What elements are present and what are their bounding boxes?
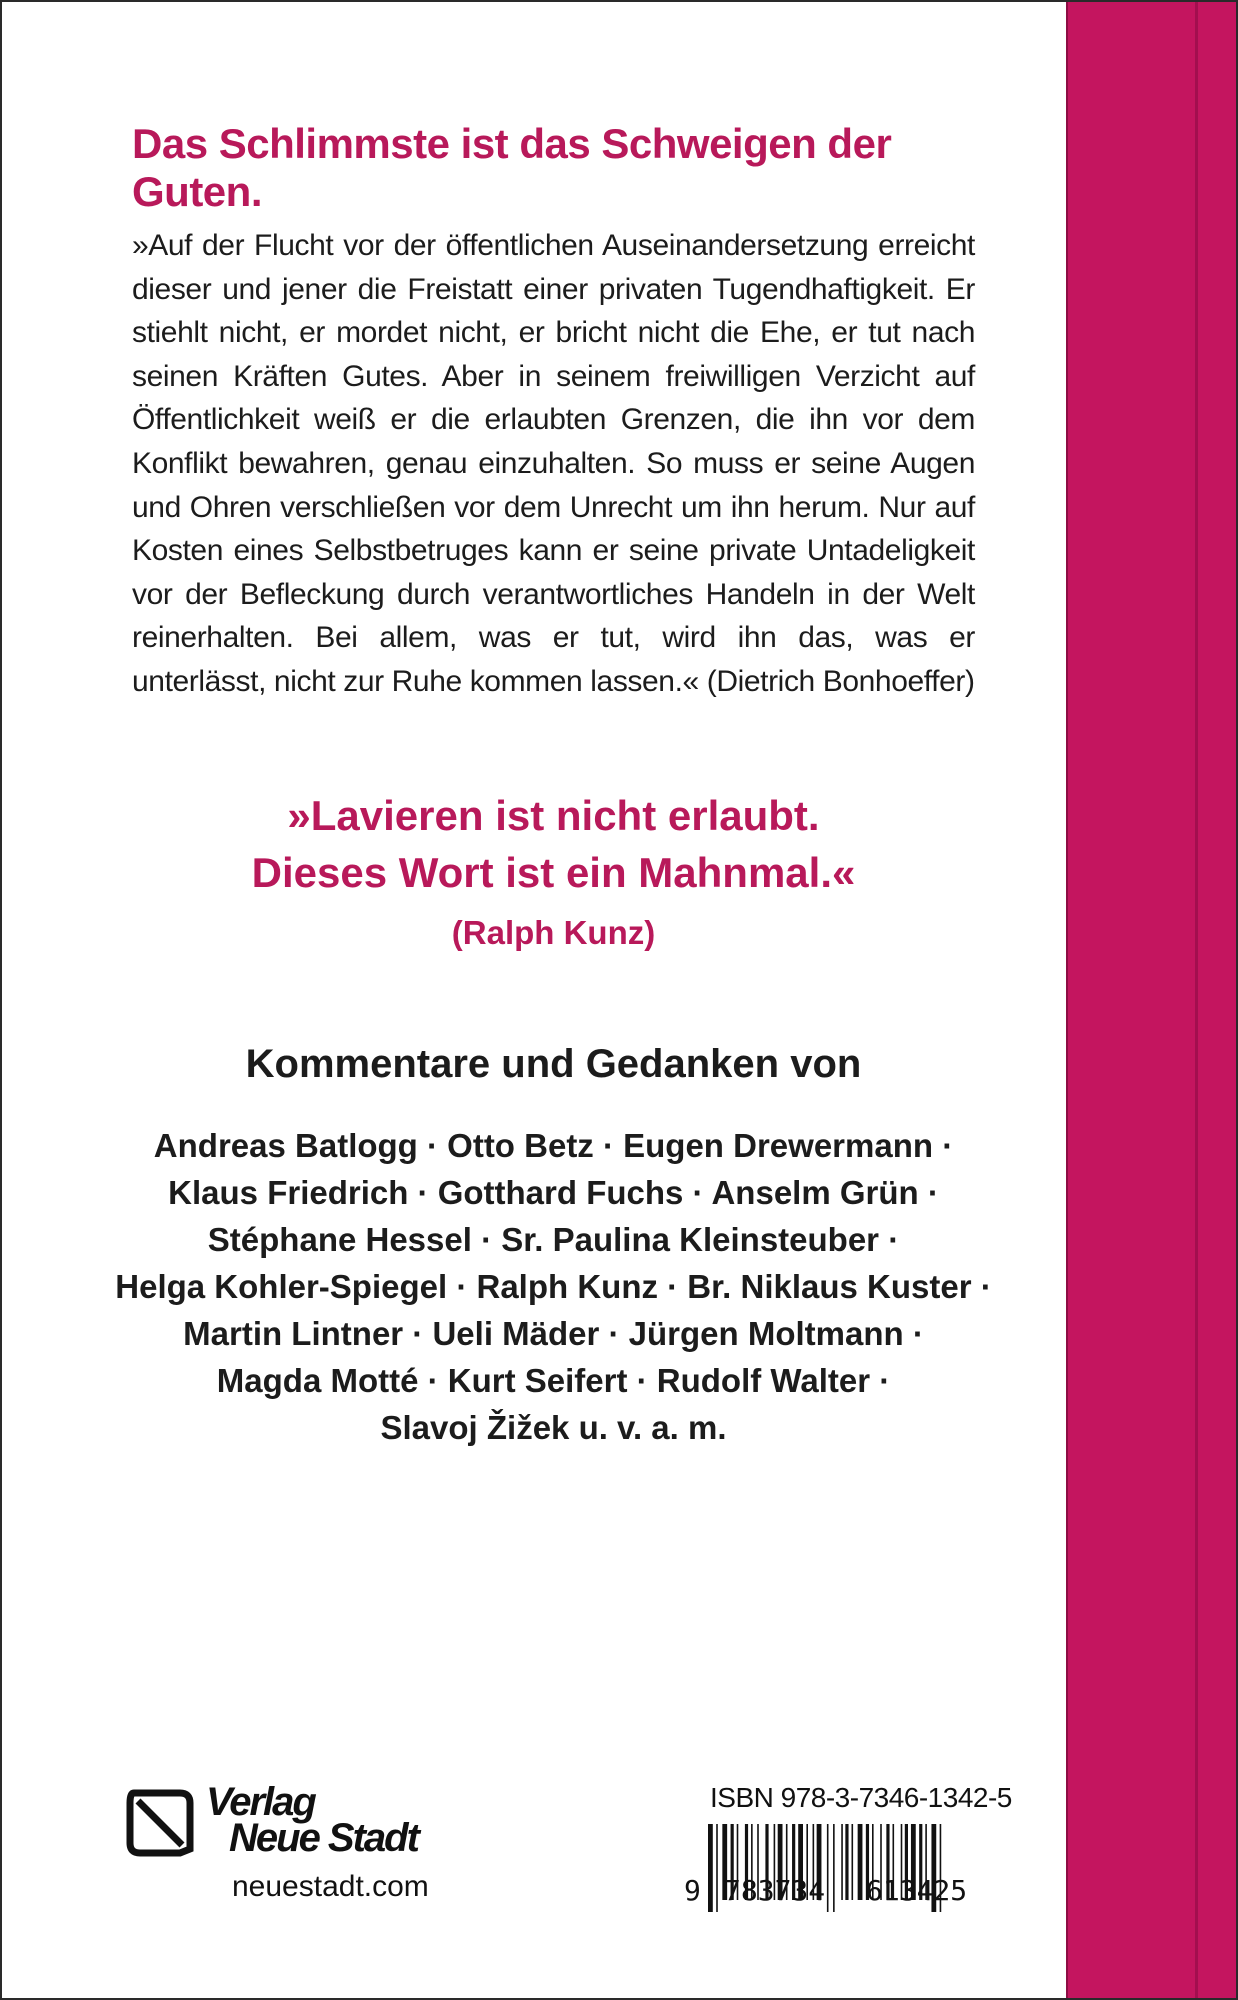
isbn-number: ISBN 978-3-7346-1342-5 <box>710 1782 1012 1813</box>
contributors-heading: Kommentare und Gedanken von <box>245 1042 862 1086</box>
barcode-bar <box>858 1824 863 1900</box>
barcode-digit-first: 9 <box>684 1874 701 1907</box>
contributors-list <box>112 1122 995 1451</box>
bonhoeffer-quote: »Auf der Flucht vor der öffentlichen Auseinandersetzung erreicht dieser und jener die Freistatt einer privaten Tugendhaftigkeit. Er stiehlt nicht, er mordet nicht, er bricht nicht die Ehe, er tut nach seinen Kräften Gutes. Aber in seinem freiwilligen Verzicht auf Öffentlichkeit weiß er die erlaubten Grenzen, die ihn vor dem Konflikt bewahren, genau einzuhalten. So muss er seine Augen und Ohren verschließen vor dem Unrecht um ihn herum. Nur auf Kosten eines Selbstbetruges kann er seine private Untadeligkeit vor der Befleckung durch verantwortliches Handeln in der Welt reinerhalten. Bei allem, was er tut, wird ihn das, was er unterlässt, nicht zur Ruhe kommen lassen.« (Dietrich Bonhoeffer) <box>132 229 975 698</box>
contributors-line: Magda Motté · Kurt Seifert · Rudolf Walter · <box>216 1362 891 1399</box>
highlight-quote-line-1: »Lavieren ist nicht erlaubt. <box>287 792 820 839</box>
contributors-line: Klaus Friedrich · Gotthard Fuchs · Anselm Grün · <box>168 1174 939 1211</box>
highlight-quote-attribution: (Ralph Kunz) <box>451 914 656 951</box>
spine-fold-line <box>1195 2 1198 2000</box>
book-spine <box>1066 2 1236 2000</box>
barcode-bar <box>708 1824 713 1912</box>
cover-headline: Das Schlimmste ist das Schweigen der Guten. <box>132 120 892 215</box>
contributors-line: Stéphane Hessel · Sr. Paulina Kleinsteuber · <box>207 1221 900 1258</box>
barcode-digits-left: 783734 <box>724 1874 826 1907</box>
barcode-bar <box>841 1824 843 1900</box>
barcode-bar <box>833 1824 835 1912</box>
barcode-bar <box>845 1824 848 1900</box>
barcode-digits-right: 613425 <box>866 1874 968 1907</box>
verlag-neue-stadt-logo-icon <box>124 1787 196 1859</box>
barcode-bar <box>852 1824 854 1900</box>
contributors-line: Helga Kohler-Spiegel · Ralph Kunz · Br. Niklaus Kuster · <box>115 1268 992 1305</box>
barcode-bar <box>827 1824 829 1912</box>
contributors-line: Martin Lintner · Ueli Mäder · Jürgen Moltmann · <box>183 1315 924 1352</box>
publisher-url: neuestadt.com <box>232 1870 429 1903</box>
isbn-barcode-block <box>684 1782 1019 1912</box>
publisher-logo-line-2: Neue Stadt <box>229 1816 418 1860</box>
barcode-bar <box>716 1824 718 1912</box>
highlight-quote <box>132 787 975 901</box>
contributors-line: Andreas Batlogg · Otto Betz · Eugen Drewermann · <box>153 1127 954 1164</box>
publisher-block <box>124 1780 484 1903</box>
publisher-logo-line-1: Verlag <box>206 1780 315 1824</box>
contributors-line: Slavoj Žižek u. v. a. m. <box>380 1409 727 1446</box>
highlight-quote-line-2: Dieses Wort ist ein Mahnmal.« <box>251 849 856 896</box>
